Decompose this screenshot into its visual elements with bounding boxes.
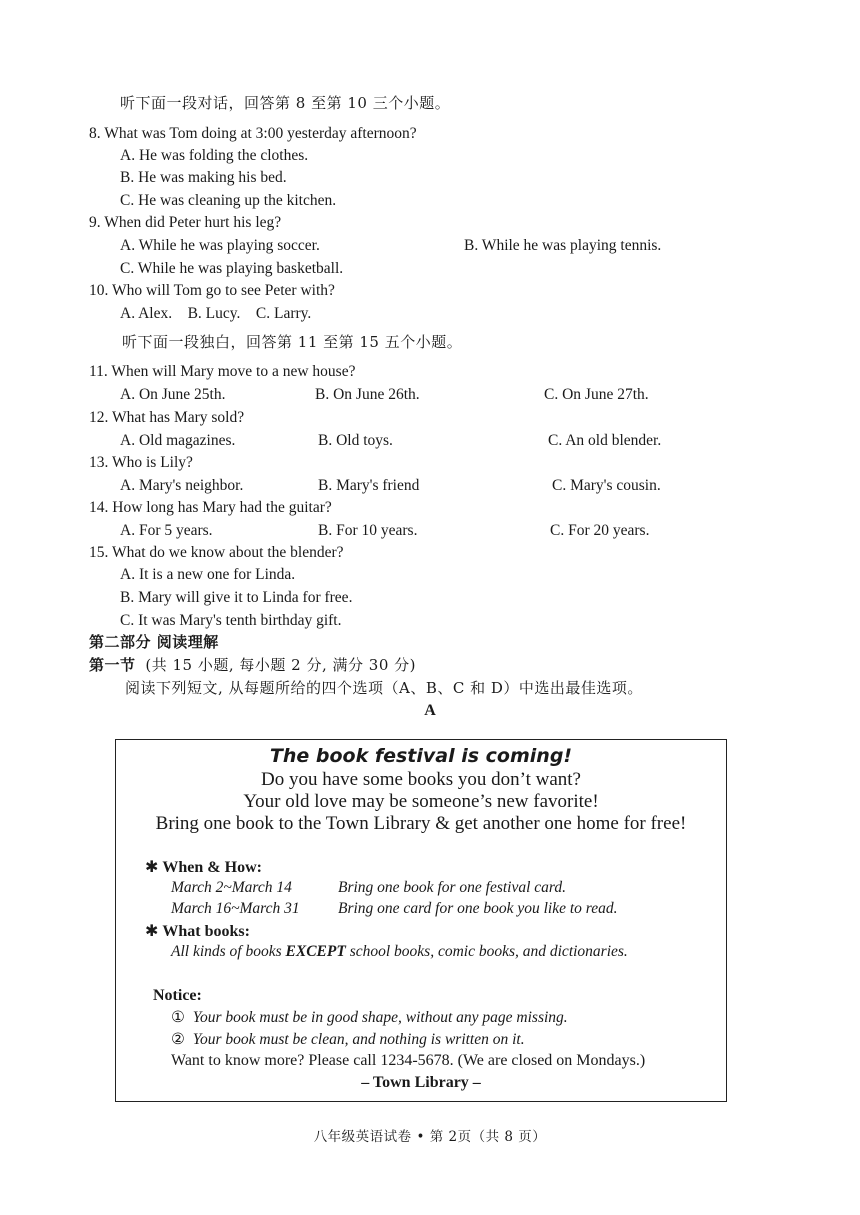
when-date-2: March 16~March 31 xyxy=(171,900,300,917)
section-note: (共 15 小题, 每小题 2 分, 满分 30 分) xyxy=(145,656,416,674)
option-12b: B. Old toys. xyxy=(318,432,393,449)
contact-line: Want to know more? Please call 1234-5678. (We are closed on Mondays.) xyxy=(171,1052,646,1069)
rule-2-number: ② xyxy=(171,1031,185,1048)
library-signature: – Town Library – xyxy=(361,1074,481,1091)
question-11: 11. When will Mary move to a new house? xyxy=(89,363,356,380)
what-books-text xyxy=(171,943,628,961)
bullet-icon: ✱ xyxy=(145,923,159,940)
rule-1 xyxy=(171,1008,568,1027)
option-8a: A. He was folding the clothes. xyxy=(120,147,309,164)
instruction-11-15: 听下面一段独白，回答第 11 至第 15 五个小题。 xyxy=(122,333,463,351)
notice-line-1: Do you have some books you don’t want? xyxy=(261,769,581,790)
option-8b: B. He was making his bed. xyxy=(120,169,287,186)
options-10: A. Alex. B. Lucy. C. Larry. xyxy=(120,305,312,322)
when-date-1: March 2~March 14 xyxy=(171,879,292,896)
reading-instruction: 阅读下列短文, 从每题所给的四个选项（A、B、C 和 D）中选出最佳选项。 xyxy=(125,679,643,697)
what-books-heading-row xyxy=(145,921,250,941)
option-15b: B. Mary will give it to Linda for free. xyxy=(120,589,353,606)
option-13a: A. Mary's neighbor. xyxy=(120,477,244,494)
rule-2 xyxy=(171,1030,525,1049)
question-12: 12. What has Mary sold? xyxy=(89,409,245,426)
what-books-except: EXCEPT xyxy=(285,943,346,960)
option-14a: A. For 5 years. xyxy=(120,522,213,539)
question-14: 14. How long has Mary had the guitar? xyxy=(89,499,332,516)
option-12a: A. Old magazines. xyxy=(120,432,236,449)
when-how-heading: When & How: xyxy=(162,859,262,876)
option-9b: B. While he was playing tennis. xyxy=(464,237,662,254)
option-11b: B. On June 26th. xyxy=(315,386,420,403)
when-text-1: Bring one book for one festival card. xyxy=(338,879,567,896)
bullet-icon: ✱ xyxy=(145,859,159,876)
question-10: 10. Who will Tom go to see Peter with? xyxy=(89,282,335,299)
question-15: 15. What do we know about the blender? xyxy=(89,544,344,561)
notice-heading: Notice: xyxy=(153,987,202,1004)
instruction-8-10: 听下面一段对话，回答第 8 至第 10 三个小题。 xyxy=(120,94,451,112)
option-9a: A. While he was playing soccer. xyxy=(120,237,320,254)
question-9: 9. When did Peter hurt his leg? xyxy=(89,214,282,231)
option-9c: C. While he was playing basketball. xyxy=(120,260,344,277)
question-13: 13. Who is Lily? xyxy=(89,454,193,471)
notice-line-2: Your old love may be someone’s new favorite! xyxy=(243,791,599,812)
option-15a: A. It is a new one for Linda. xyxy=(120,566,296,583)
option-13c: C. Mary's cousin. xyxy=(552,477,661,494)
option-14b: B. For 10 years. xyxy=(318,522,418,539)
section-heading xyxy=(89,655,416,676)
passage-label: A xyxy=(424,702,436,719)
option-11a: A. On June 25th. xyxy=(120,386,226,403)
rule-1-number: ① xyxy=(171,1009,185,1026)
question-8: 8. What was Tom doing at 3:00 yesterday afternoon? xyxy=(89,125,417,142)
option-8c: C. He was cleaning up the kitchen. xyxy=(120,192,337,209)
option-15c: C. It was Mary's tenth birthday gift. xyxy=(120,612,342,629)
what-books-heading: What books: xyxy=(162,923,250,940)
what-books-text-pre: All kinds of books xyxy=(171,943,286,960)
when-text-2: Bring one card for one book you like to read. xyxy=(338,900,618,917)
notice-line-3: Bring one book to the Town Library & get another one home for free! xyxy=(155,813,687,834)
rule-2-text: Your book must be clean, and nothing is written on it. xyxy=(192,1031,525,1048)
part-title: 第二部分 阅读理解 xyxy=(89,633,219,651)
section-title: 第一节 xyxy=(89,656,136,674)
book-festival-notice xyxy=(115,739,727,1102)
what-books-text-post: school books, comic books, and dictionaries. xyxy=(345,943,628,960)
option-11c: C. On June 27th. xyxy=(544,386,649,403)
page-footer: 八年级英语试卷 • 第 2页（共 8 页） xyxy=(313,1129,547,1145)
rule-1-text: Your book must be in good shape, without any page missing. xyxy=(192,1009,568,1026)
option-13b: B. Mary's friend xyxy=(318,477,420,494)
when-how-heading-row xyxy=(145,857,262,877)
option-12c: C. An old blender. xyxy=(548,432,662,449)
notice-title: The book festival is coming! xyxy=(269,745,573,767)
option-14c: C. For 20 years. xyxy=(550,522,650,539)
